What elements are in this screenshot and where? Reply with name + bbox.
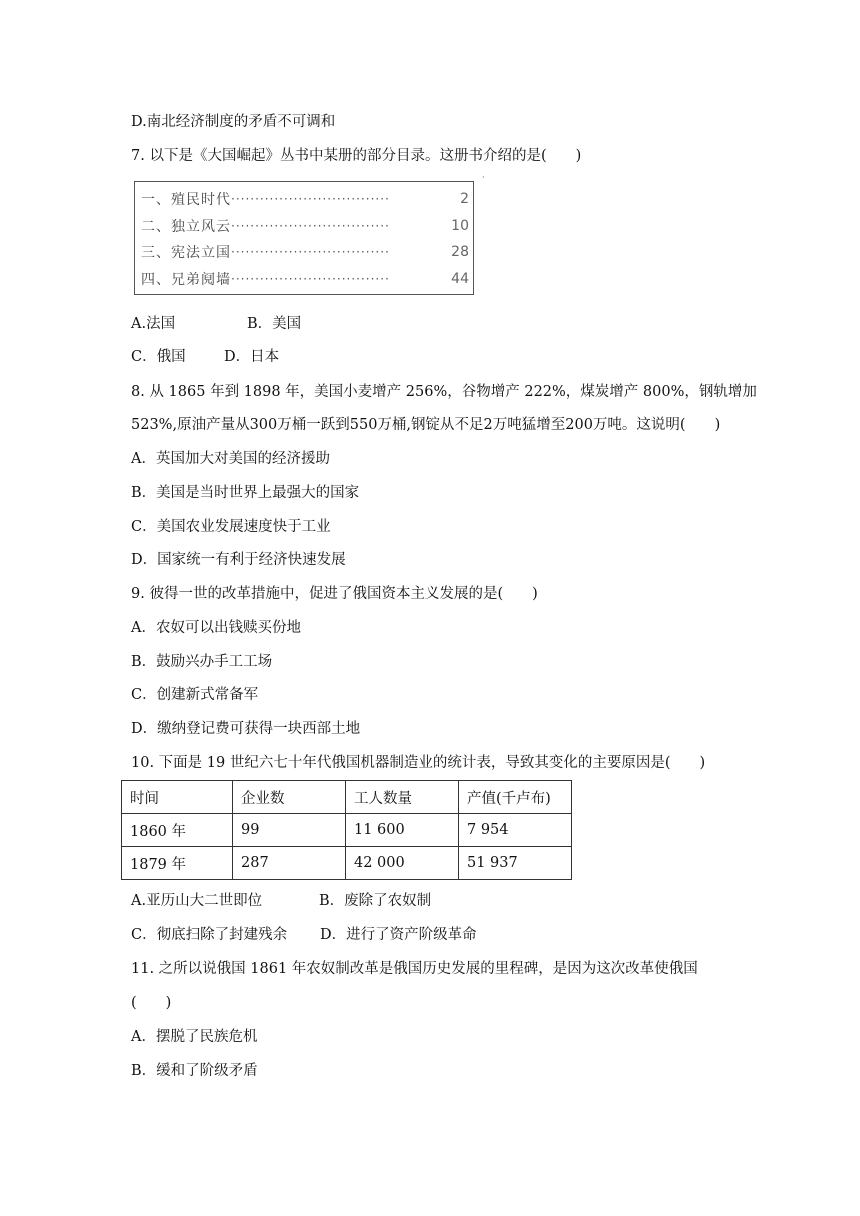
toc-entry bbox=[141, 266, 473, 293]
toc-entry-page: 10 bbox=[451, 217, 469, 234]
q11-stem-line1: 11. 之所以说俄国 1861 年农奴制改革是俄国历史发展的里程碑，是因为这次改革使俄国 bbox=[131, 961, 698, 977]
toc-entry-page: 44 bbox=[451, 270, 469, 287]
toc-entry bbox=[141, 186, 473, 213]
q7-options-row bbox=[131, 314, 301, 334]
table-cell: 51 937 bbox=[459, 847, 572, 880]
table-header-cell: 工人数量 bbox=[346, 781, 459, 814]
toc-entry-title: 一、殖民时代 bbox=[141, 192, 231, 209]
q9-option-c: C．创建新式常备军 bbox=[131, 687, 259, 703]
q10-stem: 10. 下面是 19 世纪六七十年代俄国机器制造业的统计表，导致其变化的主要原因是( ) bbox=[131, 755, 706, 771]
table-cell: 1879 年 bbox=[122, 847, 233, 880]
q8-option-b: B．美国是当时世界上最强大的国家 bbox=[131, 485, 360, 501]
table-cell: 1860 年 bbox=[122, 814, 233, 847]
q8-stem-line1: 8. 从 1865 年到 1898 年，美国小麦增产 256%，谷物增产 222%，煤炭增产 800%，钢轨增加 bbox=[131, 384, 757, 400]
toc-leader-dots: ································· bbox=[231, 245, 390, 260]
table-header-row bbox=[122, 781, 572, 814]
q7-stem: 7. 以下是《大国崛起》丛书中某册的部分目录。这册书介绍的是( ) bbox=[131, 148, 582, 164]
toc-entry-page: 2 bbox=[460, 191, 469, 208]
toc-leader-dots: ································· bbox=[231, 192, 390, 207]
q10-option-c: C．彻底扫除了封建残余 bbox=[131, 927, 288, 943]
table-row bbox=[122, 847, 572, 880]
q9-option-a: A．农奴可以出钱赎买份地 bbox=[131, 620, 301, 636]
q7-option-a: A.法国 bbox=[131, 316, 176, 332]
q10-options-row bbox=[131, 925, 477, 945]
q8-option-a: A．英国加大对美国的经济援助 bbox=[131, 451, 330, 467]
q9-option-d: D．缴纳登记费可获得一块西部土地 bbox=[131, 721, 361, 737]
table-cell: 99 bbox=[233, 814, 346, 847]
stray-mark: · bbox=[482, 173, 485, 182]
toc-entry-page: 28 bbox=[451, 244, 469, 261]
q7-option-d: D．日本 bbox=[224, 349, 280, 365]
q9-option-b: B．鼓励兴办手工工场 bbox=[131, 654, 273, 670]
toc-entry-title: 二、独立风云 bbox=[141, 218, 231, 235]
statistics-table bbox=[121, 780, 572, 880]
q10-options-row bbox=[131, 891, 431, 911]
q7-option-b: B．美国 bbox=[247, 316, 302, 332]
table-row bbox=[122, 814, 572, 847]
q9-stem: 9. 彼得一世的改革措施中，促进了俄国资本主义发展的是( ) bbox=[131, 586, 538, 602]
table-of-contents-image bbox=[134, 181, 474, 295]
table-header-cell: 产值(千卢布) bbox=[459, 781, 572, 814]
q8-option-d: D．国家统一有利于经济快速发展 bbox=[131, 552, 346, 568]
toc-entry bbox=[141, 213, 473, 240]
q10-option-a: A.亚历山大二世即位 bbox=[131, 893, 263, 909]
toc-leader-dots: ································· bbox=[231, 218, 390, 233]
table-header-cell: 企业数 bbox=[233, 781, 346, 814]
toc-entry-title: 三、宪法立国 bbox=[141, 245, 231, 262]
q7-option-c: C．俄国 bbox=[131, 349, 186, 365]
q11-option-b: B．缓和了阶级矛盾 bbox=[131, 1063, 258, 1079]
q8-stem-line2: 523%,原油产量从300万桶一跃到550万桶,钢锭从不足2万吨猛增至200万吨。这说明( ) bbox=[131, 417, 721, 433]
q11-option-a: A．摆脱了民族危机 bbox=[131, 1029, 258, 1045]
toc-leader-dots: ································· bbox=[231, 271, 390, 286]
q8-option-c: C．美国农业发展速度快于工业 bbox=[131, 519, 331, 535]
q11-stem-line2: ( ) bbox=[131, 995, 172, 1011]
table-header-cell: 时间 bbox=[122, 781, 233, 814]
table-cell: 287 bbox=[233, 847, 346, 880]
table-cell: 42 000 bbox=[346, 847, 459, 880]
q10-option-d: D．进行了资产阶级革命 bbox=[320, 927, 477, 943]
table-cell: 11 600 bbox=[346, 814, 459, 847]
toc-entry bbox=[141, 239, 473, 266]
table-cell: 7 954 bbox=[459, 814, 572, 847]
q7-options-row bbox=[131, 347, 279, 367]
toc-entry-title: 四、兄弟阋墙 bbox=[141, 271, 231, 288]
q10-option-b: B．废除了农奴制 bbox=[319, 893, 432, 909]
q6-option-d: D.南北经济制度的矛盾不可调和 bbox=[131, 114, 336, 130]
